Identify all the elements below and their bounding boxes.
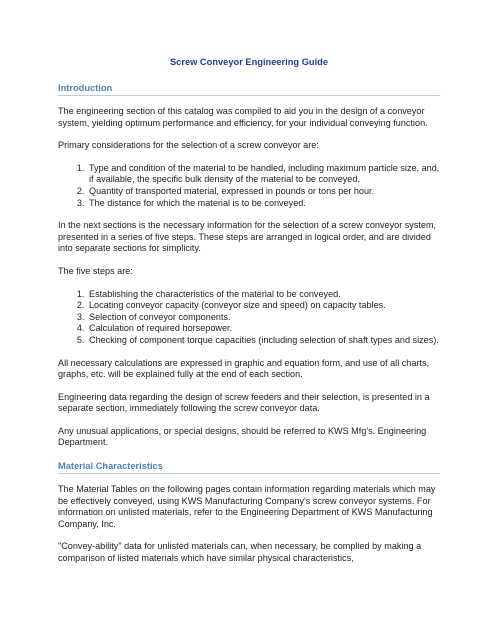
material-paragraph-2: "Convey-ability" data for unlisted materials can, when necessary, be complied by making a comparison of listed materials which have similar physical characteristics, [58, 541, 422, 564]
material-characteristics-heading: Material Characteristics [58, 460, 440, 474]
intro-paragraph-4: The five steps are: [58, 265, 133, 276]
list-item: 4. Calculation of required horsepower. [87, 323, 440, 335]
list-item: 1. Establishing the characteristics of the material to be conveyed. [87, 289, 440, 301]
introduction-heading: Introduction [58, 82, 440, 96]
list-item: 2. Quantity of transported material, expressed in pounds or tons per hour. [87, 186, 440, 198]
considerations-list [58, 163, 440, 209]
list-item: 5. Checking of component torque capacities (including selection of shaft types and sizes). [87, 335, 440, 347]
intro-paragraph-7: Any unusual applications, or special designs, should be referred to KWS Mfg's. Engineering Department. [58, 425, 427, 448]
list-item: 3. Selection of conveyor components. [87, 312, 440, 324]
document-page [58, 56, 440, 565]
intro-paragraph-3: In the next sections is the necessary information for the selection of a screw conveyor system, presented in a series of five steps. These steps are arranged in logical order, and are divided into separate sections for simplicity. [58, 220, 437, 254]
intro-paragraph-2: Primary considerations for the selection of a screw conveyor are: [58, 140, 319, 151]
five-steps-list [58, 289, 440, 347]
material-paragraph-1: The Material Tables on the following pages contain information regarding materials which may be effectively conveyed, using KWS Manufacturing Company's screw conveyor systems. For information on unlisted materials, refer to the Engineering Department of KWS Manufacturing Company, Inc. [58, 484, 436, 529]
intro-paragraph-1: The engineering section of this catalog was compiled to aid you in the design of a conveyor system, yielding optimum performance and efficiency, for your individual conveying function. [58, 106, 428, 128]
intro-paragraph-5: All necessary calculations are expressed in graphic and equation form, and use of all charts, graphs, etc. will be explained fully at the end of each section. [58, 357, 430, 380]
list-item: 3. The distance for which the material is to be conveyed. [87, 198, 440, 210]
intro-paragraph-6: Engineering data regarding the design of screw feeders and their selection, is presented in a separate section, immediately following the screw conveyor data. [58, 391, 430, 414]
list-item: 1. Type and condition of the material to be handled, including maximum particle size, and, if available, the specific bulk density of the material to be conveyed. [87, 163, 440, 186]
list-item: 2. Locating conveyor capacity (conveyor size and speed) on capacity tables. [87, 300, 440, 312]
document-title: Screw Conveyor Engineering Guide [169, 57, 329, 67]
